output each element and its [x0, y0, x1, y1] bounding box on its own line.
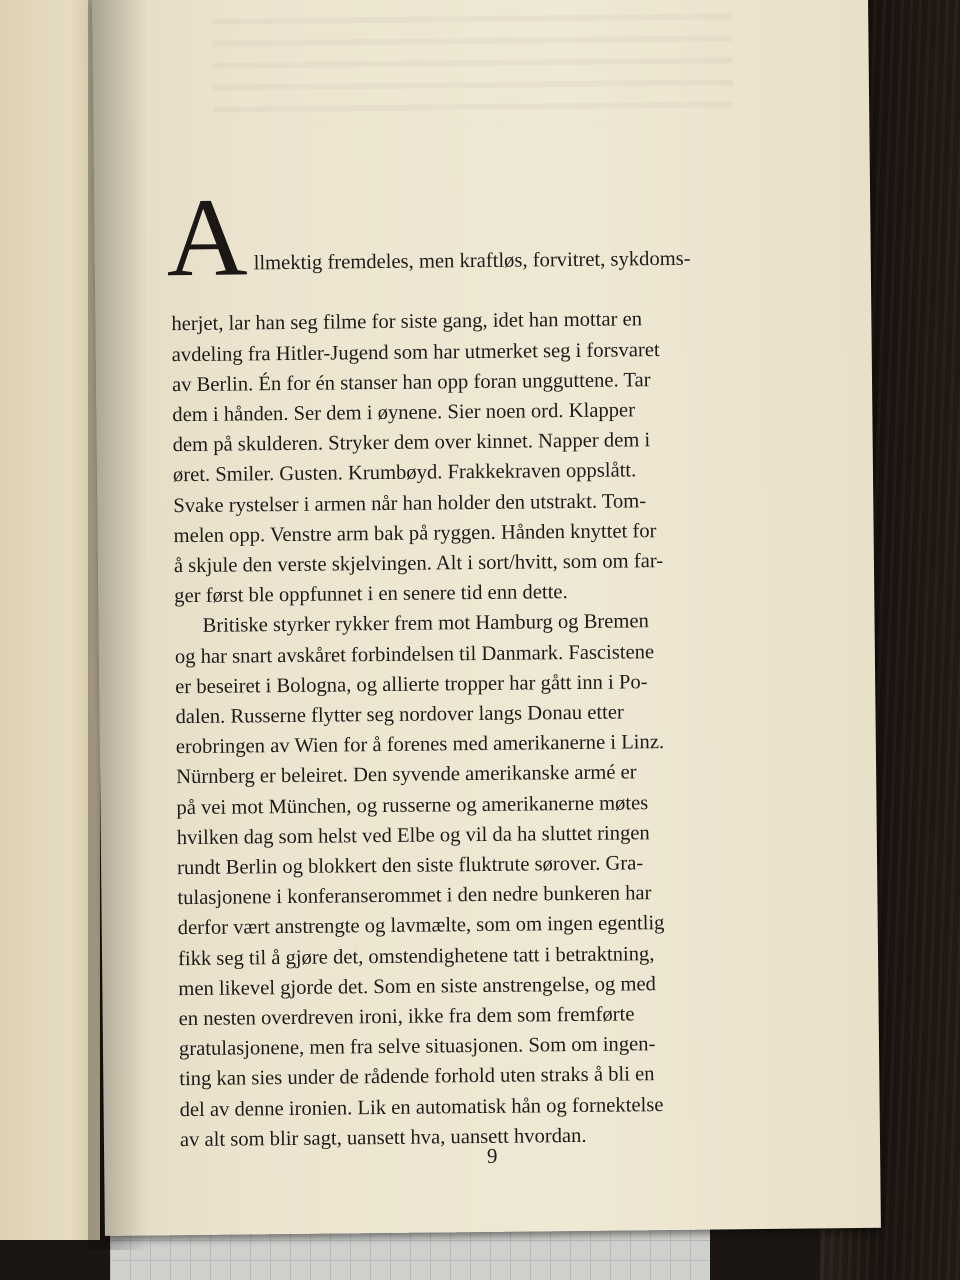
text-line: llmektig fremdeles, men kraftløs, forvitret, sykdoms-	[253, 247, 691, 275]
text-line: Britiske styrker rykker frem mot Hamburg og Bremen	[202, 610, 649, 638]
text-line: melen opp. Venstre arm bak på ryggen. Hånden knyttet for	[173, 519, 657, 548]
text-line: en nesten overdreven ironi, ikke fra dem som fremførte	[178, 1003, 635, 1031]
text-line: derfor vært anstrengte og lavmælte, som om ingen egentlig	[177, 912, 665, 940]
text-line: avdeling fra Hitler-Jugend som har utmerket seg i forsvaret	[171, 338, 660, 366]
text-line: tulasjonene i konferanserommet i den nedre bunkeren har	[177, 882, 652, 910]
left-page-edge	[0, 0, 100, 1240]
text-line: del av denne ironien. Lik en automatisk hån og fornektelse	[179, 1093, 664, 1121]
text-line: herjet, lar han seg filme for siste gang, idet han mottar en	[171, 308, 643, 336]
spine-shadow	[88, 0, 148, 1250]
text-line: av alt som blir sagt, uansett hva, uansett hvordan.	[179, 1124, 587, 1152]
text-line: øret. Smiler. Gusten. Krumbøyd. Frakkekraven oppslått.	[172, 459, 637, 487]
text-line: ting kan sies under de rådende forhold uten straks å bli en	[179, 1063, 655, 1091]
text-line: å skjule den verste skjelvingen. Alt i sort/hvitt, som om far-	[173, 550, 664, 578]
body-text	[165, 175, 796, 1155]
page-number: 9	[486, 1143, 498, 1168]
text-line: men likevel gjorde det. Som en siste anstrengelse, og med	[178, 973, 657, 1001]
text-line: hvilken dag som helst ved Elbe og vil da ha sluttet ringen	[176, 822, 650, 850]
paragraph-2	[174, 605, 796, 1155]
paragraph-1	[165, 175, 790, 612]
text-line: dem på skulderen. Stryker dem over kinnet. Napper dem i	[172, 429, 651, 457]
text-line: dem i hånden. Ser dem i øynene. Sier noen ord. Klapper	[172, 399, 636, 427]
text-line: rundt Berlin og blokkert den siste fluktrute sørover. Gra-	[176, 852, 644, 880]
text-line: gratulasjonene, men fra selve situasjonen. Som om ingen-	[178, 1033, 656, 1061]
text-line: er beseiret i Bologna, og allierte tropper har gått inn i Po-	[175, 671, 648, 699]
text-line: ger først ble oppfunnet i en senere tid enn dette.	[174, 581, 568, 608]
text-line: fikk seg til å gjøre det, omstendighetene tatt i betraktning,	[177, 942, 655, 970]
book-page	[92, 0, 881, 1236]
text-line: erobringen av Wien for å forenes med amerikanerne i Linz.	[175, 731, 665, 759]
text-line: Nürnberg er beleiret. Den syvende amerikanske armé er	[176, 761, 637, 789]
show-through-text	[212, 13, 733, 128]
text-line: av Berlin. Én for én stanser han opp foran ungguttene. Tar	[171, 368, 651, 396]
drop-cap: A	[165, 175, 249, 301]
text-line: Svake rystelser i armen når han holder den utstrakt. Tom-	[173, 489, 647, 517]
text-line: og har snart avskåret forbindelsen til Danmark. Fascistene	[174, 640, 655, 668]
text-line: dalen. Russerne flytter seg nordover langs Donau etter	[175, 701, 624, 729]
text-line: på vei mot München, og russerne og amerikanerne møtes	[176, 791, 649, 819]
